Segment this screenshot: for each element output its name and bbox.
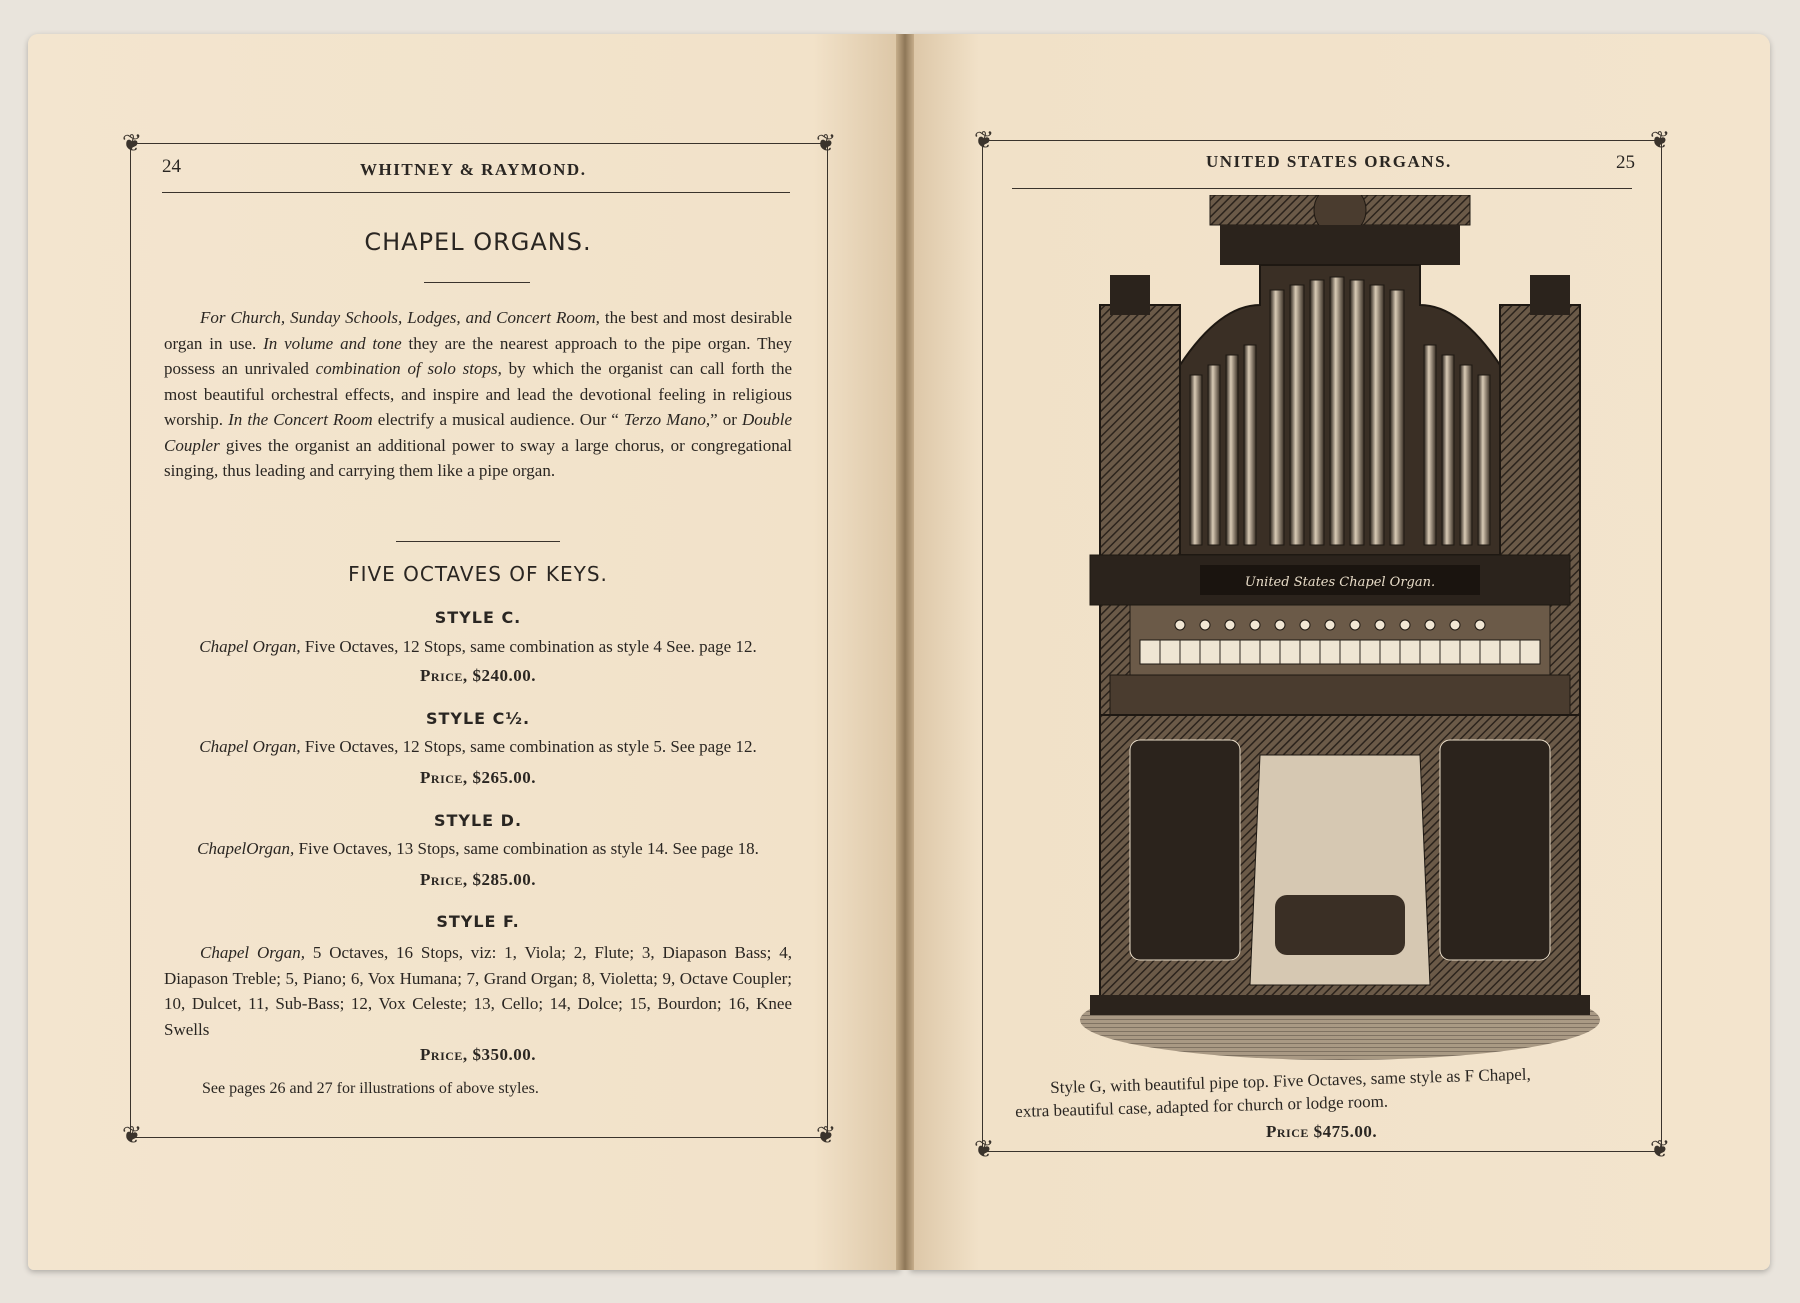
intro-paragraph <box>164 305 792 484</box>
intro-italic: Double Coupler <box>164 410 792 455</box>
style-label: Chapel Organ, <box>199 637 301 656</box>
corner-ornament-icon: ❦ <box>1649 1137 1671 1163</box>
corner-ornament-icon: ❦ <box>121 131 143 157</box>
intro-italic: In the Concert Room <box>228 410 373 429</box>
intro-text: electrify a musical audience. Our “ <box>372 410 624 429</box>
price-label: Price <box>1266 1122 1309 1141</box>
style-label: ChapelOrgan, <box>197 839 295 858</box>
price-value: $265.00. <box>472 768 536 787</box>
header-rule <box>162 192 790 193</box>
price-label: Price, <box>420 1045 468 1064</box>
footnote: See pages 26 and 27 for illustrations of above styles. <box>202 1080 539 1097</box>
page-number: 25 <box>1616 152 1635 173</box>
intro-italic: In volume and tone <box>263 333 402 353</box>
illustration-caption: extra beautiful case, adapted for church or lodge room. <box>1015 1091 1389 1121</box>
nameboard-text: United States Chapel Organ. <box>1244 575 1436 590</box>
style-price <box>164 1045 792 1065</box>
style-desc-text: 5 Octaves, 16 Stops, viz: 1, Viola; 2, Flute; 3, Diapason Bass; 4, Diapason Treble; 5, Piano; 6, Vox Humana; 7, Grand Organ; 8, Violetta; 9, Octave Coupler; 10, Dulcet, 11, Sub-Bass; 12, Vox Celeste; 13, Cello; 14, Dolce; 15, Bourdon; 16, Knee Swells <box>164 943 792 1039</box>
style-heading: STYLE C. <box>434 608 522 627</box>
running-head: UNITED STATES ORGANS. <box>1206 152 1452 171</box>
style-desc-text: Five Octaves, 13 Stops, same combination as style 14. See page 18. <box>294 839 759 858</box>
page-number: 24 <box>162 156 181 177</box>
price-value: $240.00. <box>472 666 536 685</box>
style-label: Chapel Organ, <box>199 737 301 756</box>
style-description <box>164 940 792 1042</box>
style-desc-text: Five Octaves, 12 Stops, same combination as style 4 See. page 12. <box>300 637 757 656</box>
style-heading: STYLE C½. <box>425 709 531 728</box>
intro-text: by which the organist can call forth the most beautiful orchestral effects, and inspire and lead the devotional feeling in religious worship. <box>164 359 792 429</box>
price-label: Price, <box>420 666 468 685</box>
organ-illustration <box>1070 195 1610 1065</box>
running-head: WHITNEY & RAYMOND. <box>360 160 587 179</box>
style-price <box>164 666 792 686</box>
style-description <box>164 839 792 859</box>
intro-text: gives the organist an additional power to sway a large chorus, or congregational singing, thus leading and carrying them like a pipe organ. <box>164 435 792 480</box>
price-value: $350.00. <box>472 1045 536 1064</box>
style-description <box>164 737 792 757</box>
price-value: $285.00. <box>472 870 536 889</box>
intro-text: ” or <box>710 410 742 429</box>
page-title: CHAPEL ORGANS. <box>364 228 592 256</box>
corner-ornament-icon: ❦ <box>815 1123 837 1149</box>
style-price <box>164 870 792 890</box>
section-title: FIVE OCTAVES OF KEYS. <box>348 562 608 586</box>
style-description <box>164 637 792 657</box>
corner-ornament-icon: ❦ <box>121 1123 143 1149</box>
intro-italic: For Church, Sunday Schools, Lodges, and Concert Room, <box>200 308 600 327</box>
price-label: Price, <box>420 870 468 889</box>
style-heading: STYLE D. <box>433 811 523 830</box>
style-label: Chapel Organ, <box>200 943 305 962</box>
illustration-caption: Style G, with beautiful pipe top. Five Octaves, same style as F Chapel, <box>1050 1064 1531 1097</box>
corner-ornament-icon: ❦ <box>973 128 995 154</box>
section-rule <box>396 541 560 542</box>
book-gutter <box>896 34 914 1270</box>
title-rule <box>424 282 530 283</box>
style-desc-text: Five Octaves, 12 Stops, same combination as style 5. See page 12. <box>300 737 757 756</box>
intro-italic: combination of solo stops, <box>315 359 502 378</box>
intro-text: the best and most desirable organ in use. <box>164 308 792 353</box>
corner-ornament-icon: ❦ <box>973 1137 995 1163</box>
style-price <box>164 768 792 788</box>
price-label: Price, <box>420 768 468 787</box>
illustration-price <box>1266 1122 1377 1142</box>
intro-text: they are the nearest approach to the pipe organ. They possess an unrivaled <box>164 333 792 378</box>
intro-italic: Terzo Mano, <box>623 410 711 429</box>
corner-ornament-icon: ❦ <box>815 131 837 157</box>
header-rule <box>1012 188 1632 189</box>
price-value: $475.00. <box>1313 1122 1378 1141</box>
corner-ornament-icon: ❦ <box>1649 128 1671 154</box>
style-heading: STYLE F. <box>436 912 520 931</box>
